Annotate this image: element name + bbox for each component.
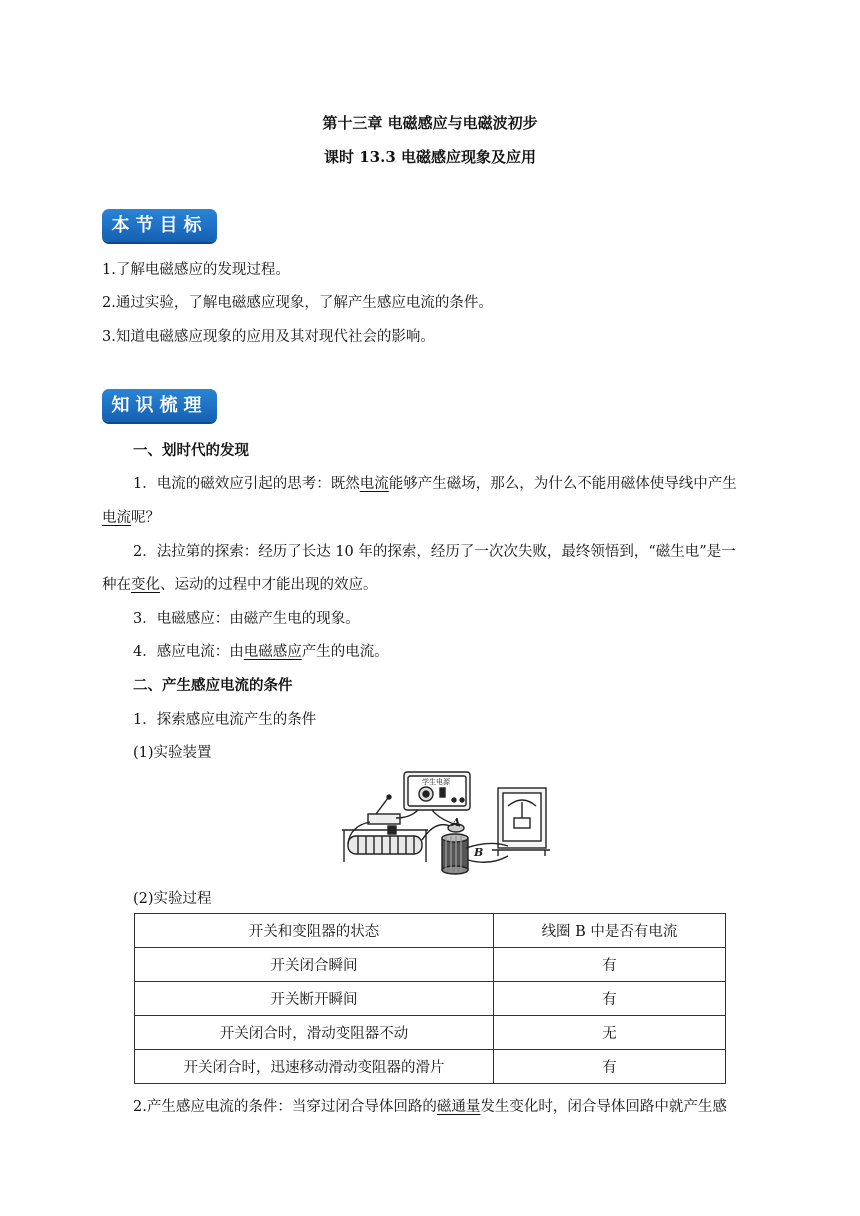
table-cell: 开关闭合瞬间 <box>135 948 494 982</box>
p2-text-c: 、运动的过程中才能出现的效应。 <box>160 577 378 593</box>
paragraph-1-line-2 <box>102 506 160 527</box>
p1-text-a: 1．电流的磁效应引起的思考：既然 <box>133 476 360 492</box>
switch-icon <box>368 814 400 824</box>
table-row <box>135 1016 726 1050</box>
knowledge-badge: 知识梳理 <box>102 389 217 422</box>
p2-text-b: 种在 <box>102 577 131 593</box>
table-cell: 无 <box>494 1016 726 1050</box>
table-cell: 有 <box>494 982 726 1016</box>
table-cell: 有 <box>494 948 726 982</box>
p2-answer-1: 变化 <box>131 577 160 593</box>
apparatus-label: (1)实验装置 <box>133 745 212 761</box>
goal-item-1: 1.了解电磁感应的发现过程。 <box>102 262 290 278</box>
condition-answer-1: 磁通量 <box>436 1099 481 1115</box>
p4-text-a: 4．感应电流：由 <box>133 644 244 660</box>
p1-answer-2: 电流 <box>102 510 131 526</box>
coil-b-label: B <box>474 846 484 859</box>
condition-paragraph <box>133 1095 727 1116</box>
goal-item-3: 3.知道电磁感应现象的应用及其对现代社会的影响。 <box>102 329 435 345</box>
section1-heading: 一、划时代的发现 <box>133 442 249 459</box>
p1-text-c: 呢？ <box>131 510 160 526</box>
p1-text-b: 能够产生磁场，那么，为什么不能用磁体使导线中产生 <box>388 476 737 492</box>
goal-item-2: 2.通过实验，了解电磁感应现象，了解产生感应电流的条件。 <box>102 295 493 311</box>
coil-a-label: A <box>452 816 461 829</box>
table-cell: 有 <box>494 1050 726 1084</box>
paragraph-3: 3．电磁感应：由磁产生电的现象。 <box>133 611 360 627</box>
condition-text-b: 发生变化时，闭合导体回路中就产生感 <box>480 1099 727 1115</box>
paragraph-2-line-2 <box>102 573 378 594</box>
rheostat-icon <box>348 836 422 854</box>
paragraph-4 <box>133 640 389 661</box>
condition-text-a: 2.产生感应电流的条件：当穿过闭合导体回路的 <box>133 1099 437 1115</box>
chapter-title: 第十三章 电磁感应与电磁波初步 <box>322 114 538 132</box>
section2-heading: 二、产生感应电流的条件 <box>133 677 293 694</box>
power-supply-label: 学生电源 <box>422 778 450 786</box>
table-cell: 开关闭合时，迅速移动滑动变阻器的滑片 <box>135 1050 494 1084</box>
p4-text-b: 产生的电流。 <box>301 644 389 660</box>
p1-answer-1: 电流 <box>359 476 389 492</box>
experiment-table <box>134 913 726 1084</box>
paragraph-2-line-1: 2．法拉第的探索：经历了长达 10 年的探索，经历了一次次失败，最终领悟到，“磁生电”是一 <box>133 544 736 560</box>
table-cell: 开关断开瞬间 <box>135 982 494 1016</box>
subsection-1: 1．探索感应电流产生的条件 <box>133 712 317 728</box>
lesson-title: 课时 13.3 电磁感应现象及应用 <box>324 148 536 166</box>
paragraph-1-line-1 <box>133 472 737 493</box>
table-header-row <box>135 914 726 948</box>
table-header-cell: 线圈 B 中是否有电流 <box>494 914 726 948</box>
table-row <box>135 1050 726 1084</box>
table-row <box>135 948 726 982</box>
p4-answer-1: 电磁感应 <box>243 644 302 660</box>
goals-badge: 本节目标 <box>102 209 217 242</box>
table-cell: 开关闭合时，滑动变阻器不动 <box>135 1016 494 1050</box>
table-header-cell: 开关和变阻器的状态 <box>135 914 494 948</box>
experiment-apparatus-figure <box>340 770 550 878</box>
table-row <box>135 982 726 1016</box>
process-label: (2)实验过程 <box>133 891 212 907</box>
